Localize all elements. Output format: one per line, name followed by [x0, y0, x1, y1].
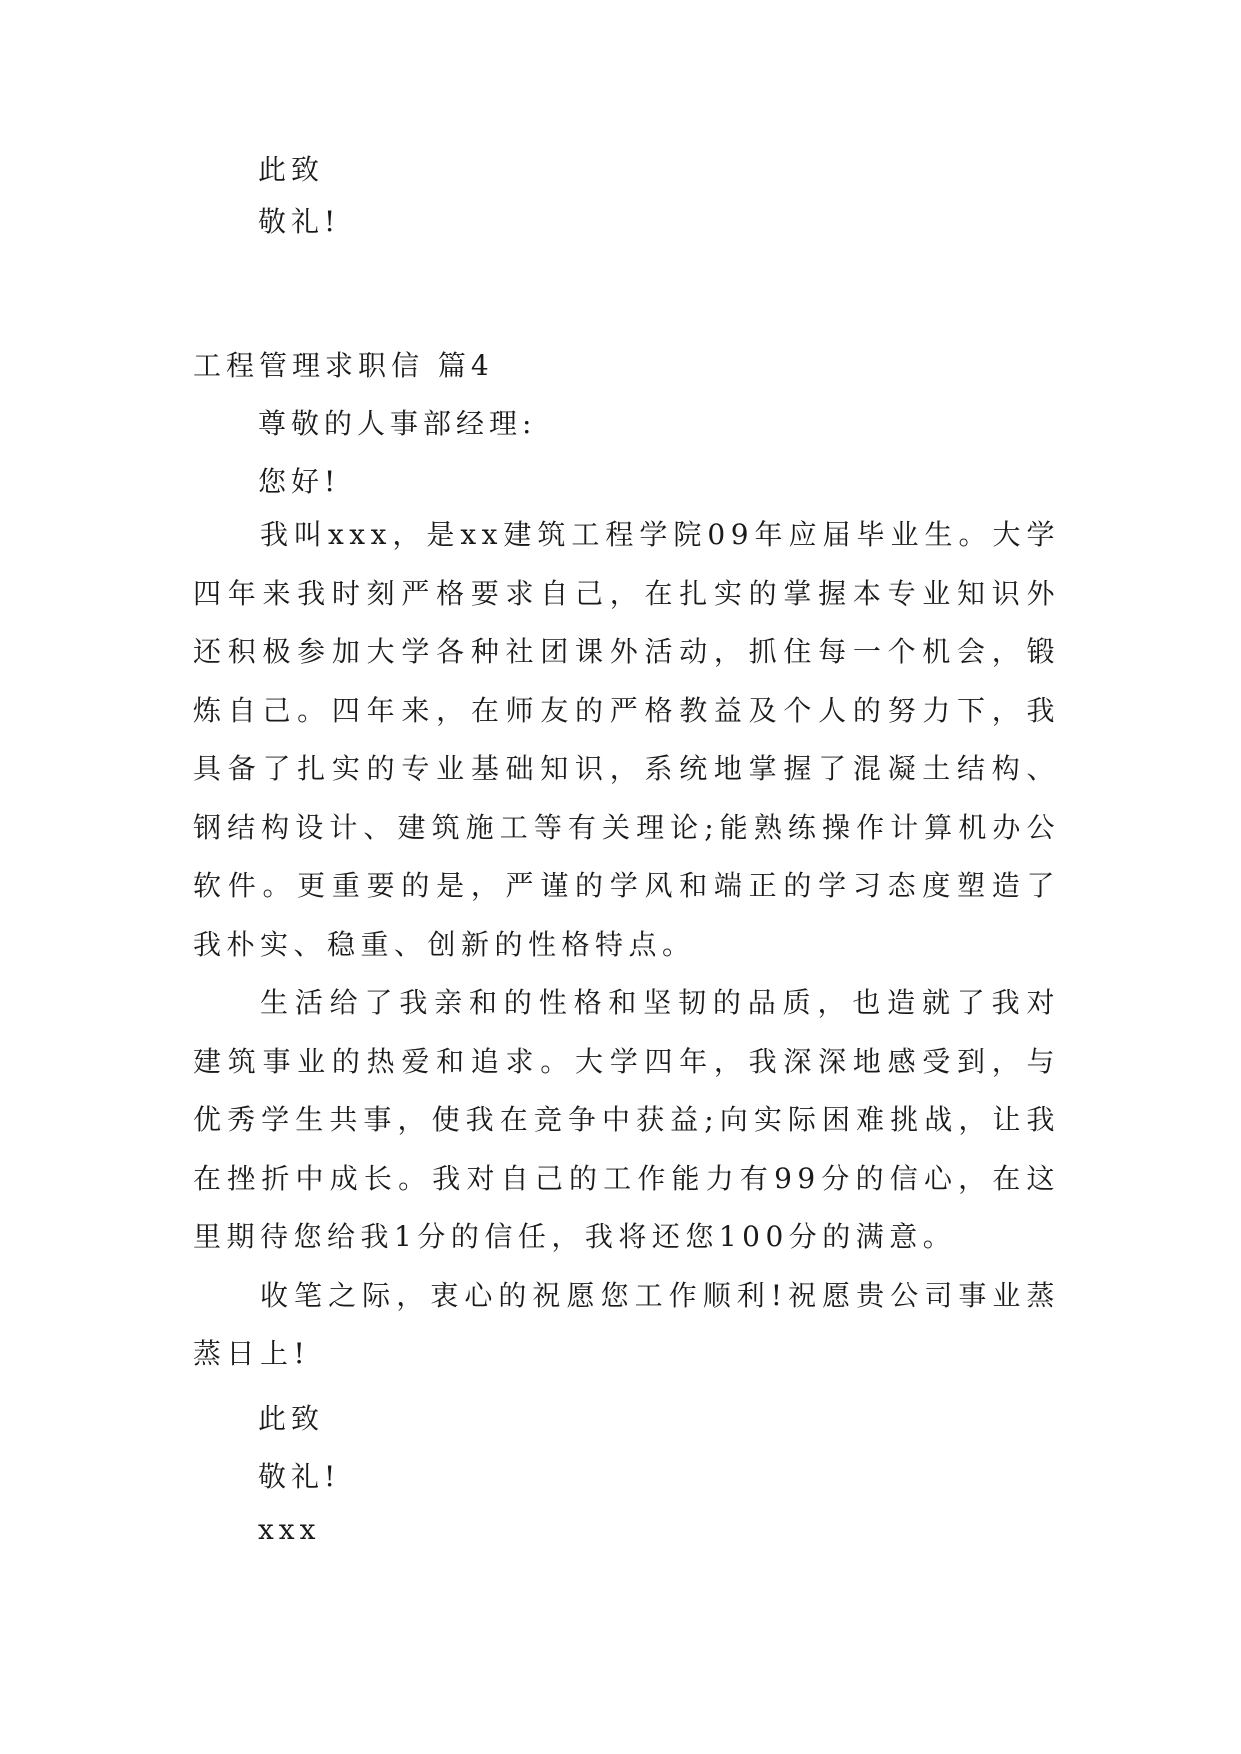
signature: xxx	[258, 1513, 321, 1546]
paragraph-introduction: 我叫xxx，是xx建筑工程学院09年应届毕业生。大学四年来我时刻严格要求自己，在扎实的掌握本专业知识外还积极参加大学各种社团课外活动，抓住每一个机会，锻炼自己。四年来，在师友的严格教益及个人的努力下，我具备了扎实的专业基础知识，系统地掌握了混凝土结构、钢结构设计、建筑施工等有关理论;能熟练操作计算机办公软件。更重要的是，严谨的学风和端正的学习态度塑造了我朴实、稳重、创新的性格特点。	[193, 518, 1060, 961]
paragraph-wishes: 收笔之际，衷心的祝愿您工作顺利!祝愿贵公司事业蒸蒸日上!	[193, 1278, 1060, 1370]
closing-regards-top: 敬礼!	[258, 205, 341, 238]
closing-salutation: 此致	[258, 1402, 325, 1435]
closing-salutation-top: 此致	[258, 153, 325, 186]
letter-hello: 您好!	[258, 465, 341, 498]
letter-greeting: 尊敬的人事部经理:	[258, 407, 537, 440]
paragraph-character: 生活给了我亲和的性格和坚韧的品质，也造就了我对建筑事业的热爱和追求。大学四年，我深深地感受到，与优秀学生共事，使我在竞争中获益;向实际困难挑战，让我在挫折中成长。我对自己的工作能力有99分的信心，在这里期待您给我1分的信任，我将还您100分的满意。	[193, 986, 1060, 1253]
closing-regards: 敬礼!	[258, 1460, 341, 1493]
section-title: 工程管理求职信 篇4	[193, 349, 494, 382]
letter-body	[193, 506, 1060, 1384]
